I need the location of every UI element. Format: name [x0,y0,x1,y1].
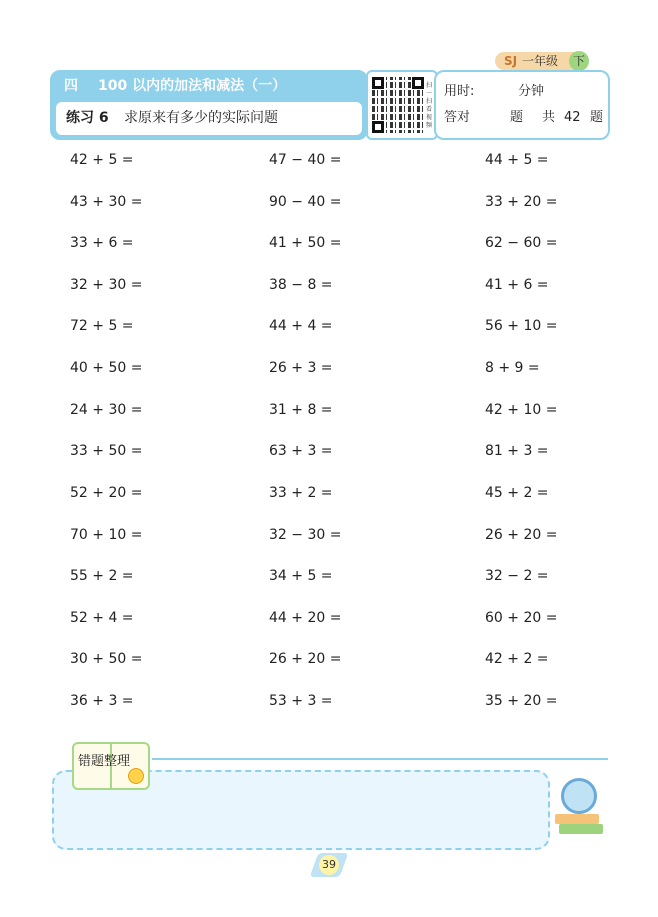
problem: 63 + 3 = [269,443,333,459]
worksheet-header [50,70,608,140]
unit-title: 100 以内的加法和减法（一） [98,78,287,94]
qr-corner-icon [372,121,384,133]
problem: 33 + 6 = [70,235,134,251]
problem: 62 − 60 = [485,235,558,251]
time-label: 用时: [444,84,475,99]
problem: 32 − 2 = [485,568,549,584]
page-number [306,853,352,877]
problem: 42 + 5 = [70,152,134,168]
review-title: 错题整理 [78,754,131,769]
open-book-icon [72,738,150,790]
problem: 44 + 4 = [269,318,333,334]
problem: 33 + 20 = [485,194,558,210]
problem: 26 + 3 = [269,360,333,376]
edition-code: SJ [504,54,518,68]
problem: 26 + 20 = [269,651,342,667]
score-row [444,108,604,128]
time-unit: 分钟 [518,84,545,99]
qr-corner-icon [372,77,384,89]
qr-caption: 扫一扫看视频 [426,82,433,129]
problem: 44 + 20 = [269,610,342,626]
divider [152,758,608,760]
problem: 42 + 2 = [485,651,549,667]
problem: 43 + 30 = [70,194,143,210]
qr-panel [366,70,438,140]
volume-label: 下 [569,51,589,71]
grade-label: 一年级 [522,54,559,68]
problem: 32 − 30 = [269,527,342,543]
problem: 26 + 20 = [485,527,558,543]
problem: 47 − 40 = [269,152,342,168]
problem: 41 + 6 = [485,277,549,293]
problem: 55 + 2 = [70,568,134,584]
problem: 30 + 50 = [70,651,143,667]
lesson-label: 练习 6 [66,110,109,126]
alarm-clock-icon [555,770,605,840]
problem: 34 + 5 = [269,568,333,584]
problem: 36 + 3 = [70,693,134,709]
problem: 60 + 20 = [485,610,558,626]
unit-number: 四 [64,78,78,94]
problem: 81 + 3 = [485,443,549,459]
grade-badge [495,52,587,70]
lesson-title: 求原来有多少的实际问题 [124,110,278,126]
problem: 45 + 2 = [485,485,549,501]
problem: 33 + 50 = [70,443,143,459]
problem: 24 + 30 = [70,402,143,418]
books-icon [555,814,599,824]
total-count: 42 [564,110,581,125]
question-unit: 题 [510,110,524,125]
problem: 31 + 8 = [269,402,333,418]
problem: 72 + 5 = [70,318,134,334]
unit-bar [52,72,366,100]
problem: 33 + 2 = [269,485,333,501]
lesson-bar [56,102,362,135]
problem: 38 − 8 = [269,277,333,293]
time-row [444,82,604,102]
problem: 52 + 20 = [70,485,143,501]
problem: 44 + 5 = [485,152,549,168]
total-unit: 题 [590,110,604,125]
total-label: 共 [542,110,556,125]
problem: 42 + 10 = [485,402,558,418]
problem: 53 + 3 = [269,693,333,709]
problem: 56 + 10 = [485,318,558,334]
problem: 90 − 40 = [269,194,342,210]
page-number-text: 39 [322,858,336,871]
correct-label: 答对 [444,110,471,125]
problem: 52 + 4 = [70,610,134,626]
problem: 41 + 50 = [269,235,342,251]
problem: 8 + 9 = [485,360,540,376]
score-panel [434,70,610,140]
problem: 40 + 50 = [70,360,143,376]
unit-panel [50,70,368,140]
problem: 35 + 20 = [485,693,558,709]
problem: 32 + 30 = [70,277,143,293]
mistake-review-section [52,738,612,848]
qr-corner-icon [412,77,424,89]
problem: 70 + 10 = [70,527,143,543]
lightbulb-icon [128,768,144,784]
